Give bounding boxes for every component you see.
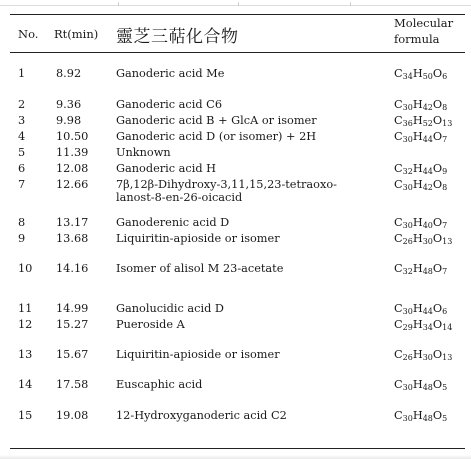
cell-compound: Ganoderic acid B + GlcA or isomer bbox=[116, 114, 317, 127]
cell-no: 7 bbox=[18, 178, 26, 191]
cell-no: 8 bbox=[18, 216, 26, 229]
cell-rt: 13.68 bbox=[56, 232, 89, 245]
cell-compound: Ganoderic acid D (or isomer) + 2H bbox=[116, 130, 317, 143]
cell-no: 14 bbox=[18, 378, 33, 391]
cell-rt: 8.92 bbox=[56, 67, 82, 80]
cell-rt: 15.27 bbox=[56, 318, 89, 331]
page-bottom-edge bbox=[0, 455, 471, 459]
cell-no: 6 bbox=[18, 162, 26, 175]
page-top-tick bbox=[238, 2, 239, 6]
cell-rt: 10.50 bbox=[56, 130, 89, 143]
page-top-border bbox=[0, 5, 471, 6]
cell-formula: $C_{30}H_{44}O_6$ bbox=[394, 302, 448, 316]
header-no: No. bbox=[18, 27, 39, 41]
cell-compound: Ganoderenic acid D bbox=[116, 216, 230, 229]
cell-rt: 13.17 bbox=[56, 216, 89, 229]
cell-compound: Ganoderic acid H bbox=[116, 162, 217, 175]
cell-compound: 12-Hydroxyganoderic acid C2 bbox=[116, 409, 287, 422]
cell-rt: 14.16 bbox=[56, 262, 89, 275]
cell-compound: 7β,12β-Dihydroxy-3,11,15,23-tetraoxo-lanost-8-en-26-oicacid bbox=[116, 178, 337, 204]
header-compound: 靈芝三萜化合物 bbox=[116, 27, 239, 47]
cell-formula: $C_{32}H_{48}O_7$ bbox=[394, 262, 448, 276]
cell-compound: Pueroside A bbox=[116, 318, 185, 331]
cell-compound: Unknown bbox=[116, 146, 171, 159]
cell-formula: $C_{29}H_{34}O_{14}$ bbox=[394, 318, 453, 332]
cell-formula: $C_{30}H_{48}O_5$ bbox=[394, 409, 448, 423]
cell-formula: $C_{32}H_{44}O_9$ bbox=[394, 162, 448, 176]
header-rt: Rt(min) bbox=[54, 27, 99, 41]
cell-formula: $C_{30}H_{40}O_7$ bbox=[394, 216, 448, 230]
cell-no: 11 bbox=[18, 302, 33, 315]
cell-compound: Euscaphic acid bbox=[116, 378, 203, 391]
cell-rt: 9.36 bbox=[56, 98, 82, 111]
cell-rt: 9.98 bbox=[56, 114, 82, 127]
page-top-tick bbox=[350, 2, 351, 6]
cell-rt: 14.99 bbox=[56, 302, 89, 315]
cell-no: 2 bbox=[18, 98, 26, 111]
cell-no: 12 bbox=[18, 318, 33, 331]
table-top-rule bbox=[10, 14, 465, 15]
page-top-tick bbox=[118, 2, 119, 6]
header-bottom-rule bbox=[10, 52, 465, 53]
cell-formula: $C_{30}H_{42}O_8$ bbox=[394, 98, 448, 112]
cell-rt: 15.67 bbox=[56, 348, 89, 361]
cell-compound: Liquiritin-apioside or isomer bbox=[116, 232, 280, 245]
cell-compound: Liquiritin-apioside or isomer bbox=[116, 348, 280, 361]
cell-no: 10 bbox=[18, 262, 33, 275]
cell-formula: $C_{36}H_{52}O_{13}$ bbox=[394, 114, 453, 128]
cell-formula: $C_{30}H_{48}O_5$ bbox=[394, 378, 448, 392]
cell-no: 3 bbox=[18, 114, 26, 127]
cell-rt: 11.39 bbox=[56, 146, 89, 159]
cell-formula: $C_{30}H_{44}O_7$ bbox=[394, 130, 448, 144]
cell-compound: Ganoderic acid C6 bbox=[116, 98, 223, 111]
table-bottom-rule bbox=[10, 448, 465, 449]
cell-no: 15 bbox=[18, 409, 33, 422]
cell-formula: $C_{26}H_{30}O_{13}$ bbox=[394, 232, 453, 246]
cell-rt: 12.66 bbox=[56, 178, 89, 191]
cell-no: 1 bbox=[18, 67, 26, 80]
header-formula-line2: formula bbox=[394, 32, 440, 46]
cell-no: 4 bbox=[18, 130, 26, 143]
cell-no: 9 bbox=[18, 232, 26, 245]
cell-formula: $C_{34}H_{50}O_6$ bbox=[394, 67, 448, 81]
cell-rt: 19.08 bbox=[56, 409, 89, 422]
cell-compound: Isomer of alisol M 23-acetate bbox=[116, 262, 284, 275]
cell-formula: $C_{26}H_{30}O_{13}$ bbox=[394, 348, 453, 362]
cell-compound: Ganolucidic acid D bbox=[116, 302, 224, 315]
cell-rt: 12.08 bbox=[56, 162, 89, 175]
cell-compound: Ganoderic acid Me bbox=[116, 67, 225, 80]
cell-formula: $C_{30}H_{42}O_8$ bbox=[394, 178, 448, 192]
cell-no: 13 bbox=[18, 348, 33, 361]
header-formula-line1: Molecular bbox=[394, 16, 454, 30]
cell-rt: 17.58 bbox=[56, 378, 89, 391]
cell-no: 5 bbox=[18, 146, 26, 159]
